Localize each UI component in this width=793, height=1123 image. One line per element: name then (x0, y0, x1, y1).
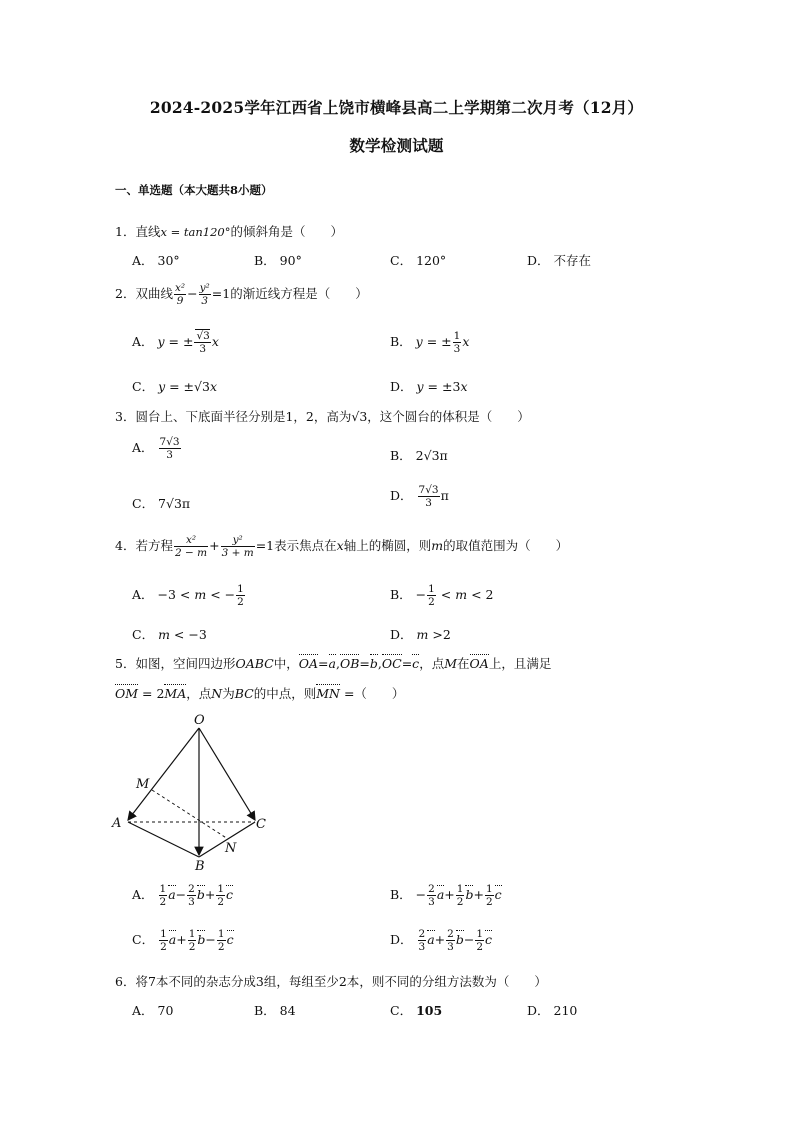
question-text: 的倾斜角是（ ） (230, 224, 344, 239)
label-o: O (194, 713, 205, 728)
question-3: 3．圆台上、下底面半径分别是1，2，高为√3，这个圆台的体积是（ ） (115, 409, 530, 424)
question-text: 直线 (135, 224, 161, 239)
edge-ab (128, 822, 199, 857)
option-a: A． −3 < m < − $\frac{1}{2}$ (132, 583, 244, 608)
question-6: 6．将7本不同的杂志分成3组，每组至少2本，则不同的分组方法数为（ ） (115, 974, 547, 989)
option-d: D． 210 (527, 1003, 578, 1018)
tetrahedron-figure (108, 712, 278, 872)
option-c: C． m < −3 (132, 627, 207, 642)
option-a: A． $\frac{7√3}{3}$ (132, 436, 180, 461)
option-b: B． 90° (254, 253, 302, 268)
fraction-x2-9: $\frac{\text{x²}}{9}$ (174, 282, 186, 307)
label-c: C (256, 817, 266, 832)
question-5-line-1: 5．如图，空间四边形OABC中，OA=a,OB=b,OC=c，点M在OA上，且满足 (115, 656, 552, 671)
option-b: B． y = ± $\frac{1}{3}$ x (390, 330, 470, 355)
option-c: C． $\frac{1}{2}$ a+ $\frac{1}{2}$ b− $\frac{1}{2}$ c (132, 928, 234, 953)
equation: x = tan120° (160, 225, 231, 239)
label-b: B (195, 859, 205, 872)
option-c: C． 120° (390, 253, 447, 268)
option-a: A． 30° (132, 253, 180, 268)
option-a: A． 70 (132, 1003, 174, 1018)
option-b: B． − $\frac{1}{2}$ < m < 2 (390, 583, 494, 608)
option-d: D． m >2 (390, 627, 451, 642)
option-d: D． 不存在 (527, 253, 592, 268)
question-1 (115, 222, 343, 240)
fraction-y2-3: $\frac{\text{y²}}{3}$ (199, 282, 210, 307)
question-number: 1． (115, 224, 136, 239)
segment-mn (152, 790, 228, 839)
option-b: B． 84 (254, 1003, 296, 1018)
option-d: D． $\frac{7√3}{3}$ π (390, 484, 449, 509)
edge-oa (128, 728, 199, 820)
option-a: A． y = ± $\frac{√3}{3}$ x (132, 330, 219, 355)
option-b: B． 2√3π (390, 448, 448, 463)
option-d: D． y = ±3x (390, 379, 468, 394)
option-c: C． y = ±√3x (132, 379, 217, 394)
section-heading: 一、单选题（本大题共8小题） (115, 183, 273, 197)
label-a: A (112, 816, 122, 831)
question-2: 2．双曲线 $\frac{\text{x²}}{9}$ − $\frac{\text{y²}}{3}$ =1的渐近线方程是（ ） (115, 282, 368, 307)
option-c: C． 105 (390, 1003, 443, 1018)
page-title: 2024-2025学年江西省上饶市横峰县高二上学期第二次月考（12月） (149, 98, 644, 117)
edge-oc (199, 728, 255, 820)
question-5-line-2: OM = 2MA，点N为BC的中点，则MN =（ ） (115, 686, 405, 701)
option-a: A． $\frac{1}{2}$ a− $\frac{2}{3}$ b+ $\frac{1}{2}$ c (132, 883, 234, 908)
label-m: M (136, 777, 150, 792)
option-c: C． 7√3π (132, 496, 191, 511)
option-b: B． − $\frac{2}{3}$ a+ $\frac{1}{2}$ b+ $\frac{1}{2}$ c (390, 883, 502, 908)
page-subtitle: 数学检测试题 (349, 136, 444, 155)
option-d: D． $\frac{2}{3}$ a+ $\frac{2}{3}$ b− $\frac{1}{2}$ c (390, 928, 493, 953)
label-n: N (225, 841, 237, 856)
question-4: 4．若方程 $\frac{\text{x²}}{2 - m}$ + $\frac{\text{y²}}{3 + m}$ =1表示焦点在x轴上的椭圆，则m的取值范围为（ ） (115, 534, 569, 559)
